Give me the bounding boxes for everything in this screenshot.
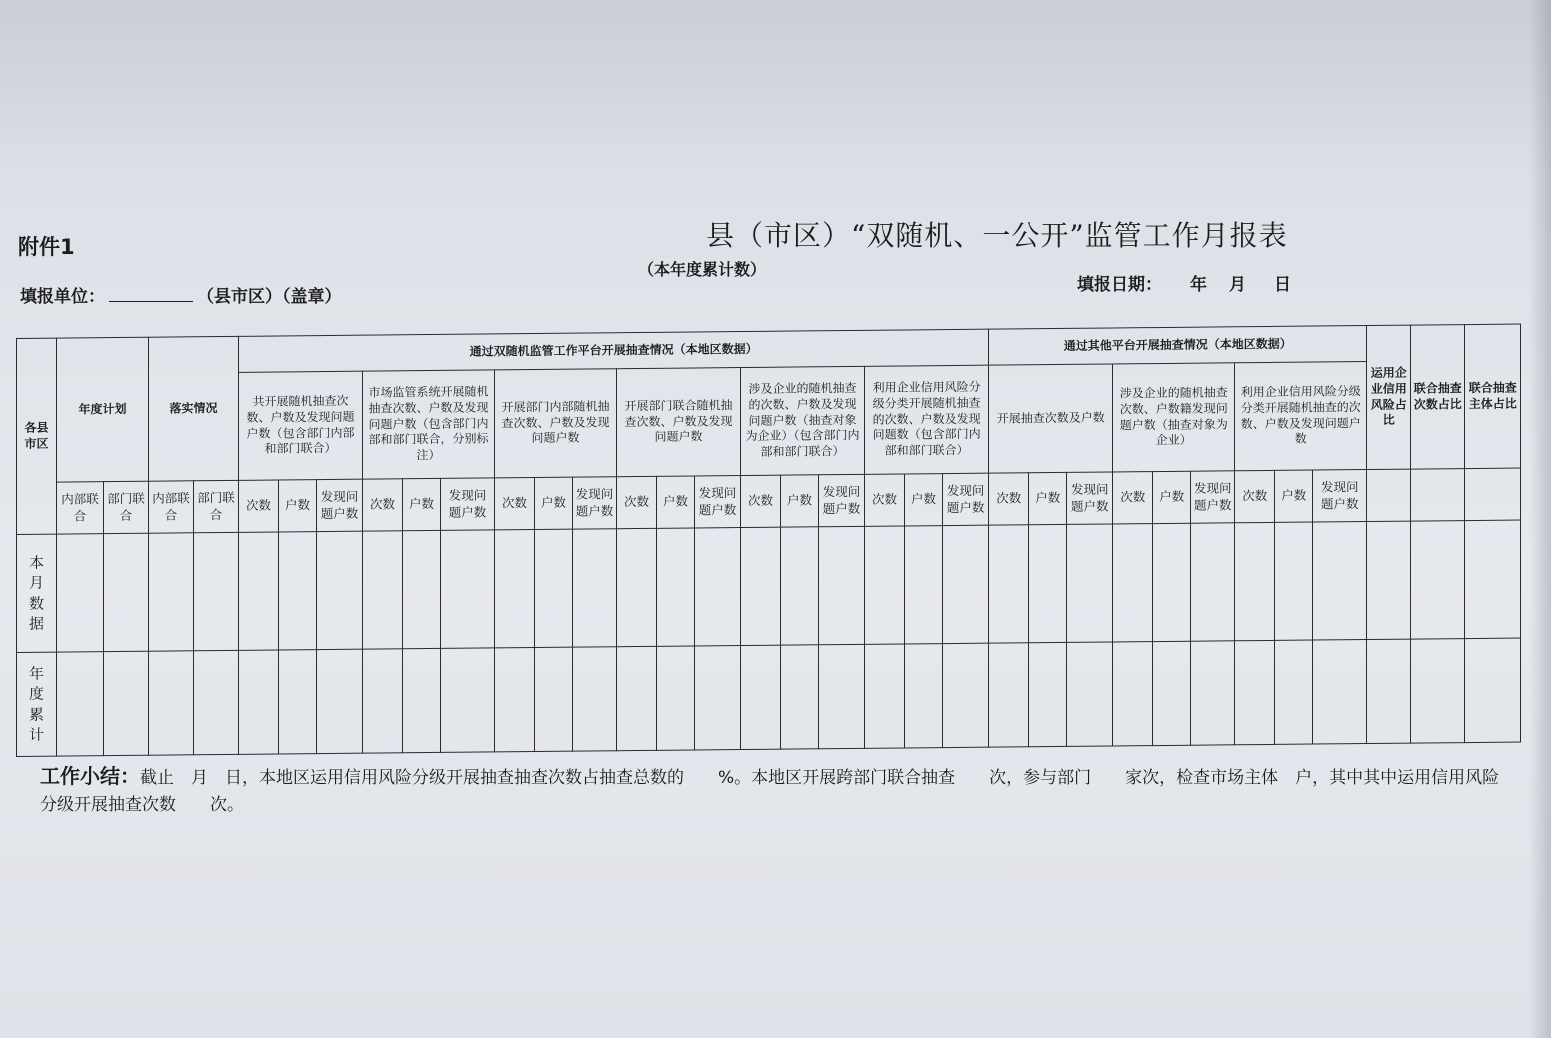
data-cell[interactable]	[1153, 641, 1191, 745]
data-cell[interactable]	[239, 532, 279, 650]
metric-households-header: 户数	[279, 480, 317, 532]
data-cell[interactable]	[1313, 522, 1367, 641]
table-row	[17, 638, 1521, 756]
plan-joint-header: 部门联合	[104, 481, 149, 533]
data-cell[interactable]	[441, 648, 495, 753]
data-cell[interactable]	[1235, 522, 1275, 640]
reporting-unit-blank	[109, 287, 193, 302]
row-label-month: 本月数据	[17, 534, 57, 652]
work-summary-text: 截止 月 日，本地区运用信用风险分级开展抽查抽查次数占抽查总数的 %。本地区开展跨部门联合抽查 次，参与部门 家次，检查市场主体 户，其中其中运用信用风险分级开展抽查次数 次。	[40, 768, 1500, 816]
data-cell[interactable]	[363, 649, 403, 753]
data-cell[interactable]	[239, 650, 279, 754]
metric-problem-header: 发现问题户数	[441, 478, 495, 531]
data-cell[interactable]	[441, 530, 495, 649]
platform-group-header: 通过双随机监管工作平台开展抽查情况（本地区数据）	[239, 329, 989, 372]
data-cell[interactable]	[819, 526, 865, 644]
data-cell[interactable]	[194, 650, 239, 754]
data-cell[interactable]	[1067, 524, 1113, 642]
data-cell[interactable]	[905, 526, 943, 644]
data-cell[interactable]	[989, 643, 1029, 747]
other-sub-header: 涉及企业的随机抽查次数、户数籍发现问题户数（抽查对象为企业）	[1113, 363, 1235, 472]
other-sub-header: 利用企业信用风险分级分类开展随机抽查的次数、户数及发现问题户数	[1235, 362, 1367, 471]
data-cell[interactable]	[1367, 521, 1411, 639]
data-cell[interactable]	[781, 527, 819, 645]
data-cell[interactable]	[317, 531, 363, 649]
implementation-header: 落实情况	[149, 336, 239, 481]
empty-cell	[1367, 469, 1411, 521]
data-cell[interactable]	[617, 646, 657, 750]
reporting-unit-label: 填报单位：	[20, 287, 105, 307]
data-cell[interactable]	[1029, 642, 1067, 746]
report-date-month: 月	[1229, 275, 1246, 295]
data-cell[interactable]	[695, 528, 741, 646]
data-cell[interactable]	[1411, 639, 1465, 744]
data-cell[interactable]	[1275, 522, 1313, 640]
data-cell[interactable]	[1029, 524, 1067, 642]
data-cell[interactable]	[989, 525, 1029, 643]
data-cell[interactable]	[617, 528, 657, 646]
metric-times-header: 次数	[239, 480, 279, 532]
data-cell[interactable]	[1235, 640, 1275, 744]
work-summary-label: 工作小结：	[40, 764, 140, 788]
report-date-year: 年	[1190, 275, 1207, 295]
data-cell[interactable]	[403, 530, 441, 648]
metric-problem-header: 发现问题户数	[819, 474, 865, 526]
credit-risk-ratio-header: 运用企业信用风险占比	[1367, 325, 1411, 469]
data-cell[interactable]	[865, 526, 905, 644]
metric-households-header: 户数	[657, 476, 695, 528]
data-cell[interactable]	[363, 531, 403, 649]
metric-problem-header: 发现问题户数	[943, 473, 989, 525]
data-cell[interactable]	[865, 644, 905, 748]
report-subtitle: （本年度累计数）	[638, 260, 767, 279]
platform-sub-header: 共开展随机抽查次数、户数及发现问题户数（包含部门内部和部门联合）	[239, 371, 363, 480]
metric-times-header: 次数	[363, 479, 403, 531]
data-cell[interactable]	[194, 532, 239, 650]
platform-sub-header: 市场监管系统开展随机抽查次数、户数及发现问题户数（包含部门内部和部门联合，分别标注）	[363, 370, 495, 479]
monthly-report-table	[16, 324, 1521, 757]
metric-households-header: 户数	[1029, 472, 1067, 524]
reporting-unit-suffix: （县市区）（盖章）	[197, 287, 342, 307]
data-cell[interactable]	[573, 647, 617, 751]
data-cell[interactable]	[495, 530, 535, 648]
empty-cell	[1465, 468, 1521, 521]
plan-internal-header: 内部联合	[57, 482, 104, 534]
metric-times-header: 次数	[741, 475, 781, 527]
metric-households-header: 户数	[1153, 471, 1191, 523]
metric-problem-header: 发现问题户数	[695, 476, 741, 528]
report-date-line	[1077, 270, 1291, 295]
sub-header-row	[17, 360, 1521, 482]
metric-times-header: 次数	[1235, 470, 1275, 522]
report-title: 县（市区）“双随机、一公开”监管工作月报表	[706, 219, 1288, 252]
data-cell[interactable]	[279, 532, 317, 650]
report-date-day: 日	[1274, 275, 1291, 295]
data-cell[interactable]	[1191, 523, 1235, 641]
metric-times-header: 次数	[617, 476, 657, 528]
joint-subject-ratio-header: 联合抽查主体占比	[1465, 324, 1521, 469]
data-cell[interactable]	[1113, 642, 1153, 746]
empty-cell	[1411, 469, 1465, 522]
data-cell[interactable]	[104, 533, 149, 651]
joint-times-ratio-header: 联合抽查次数占比	[1411, 325, 1465, 470]
data-cell[interactable]	[57, 534, 104, 652]
data-cell[interactable]	[57, 652, 104, 756]
data-cell[interactable]	[657, 646, 695, 750]
data-cell[interactable]	[1411, 521, 1465, 640]
data-cell[interactable]	[1313, 640, 1367, 745]
metric-problem-header: 发现问题户数	[1191, 471, 1235, 523]
annual-plan-header: 年度计划	[57, 337, 149, 482]
impl-joint-header: 部门联合	[194, 480, 239, 532]
platform-sub-header: 开展部门联合随机抽查次数、户数及发现问题户数	[617, 368, 741, 477]
other-sub-header: 开展抽查次数及户数	[989, 364, 1113, 473]
metric-problem-header: 发现问题户数	[317, 479, 363, 531]
impl-internal-header: 内部联合	[149, 481, 194, 533]
data-cell[interactable]	[695, 646, 741, 750]
data-cell[interactable]	[495, 648, 535, 752]
data-cell[interactable]	[279, 650, 317, 754]
metric-households-header: 户数	[905, 474, 943, 526]
data-cell[interactable]	[943, 525, 989, 643]
metric-times-header: 次数	[495, 478, 535, 530]
metric-households-header: 户数	[1275, 470, 1313, 522]
data-cell[interactable]	[819, 644, 865, 748]
table-row	[17, 520, 1521, 652]
data-cell[interactable]	[741, 527, 781, 645]
page-edge-shadow	[1529, 0, 1551, 1038]
data-cell[interactable]	[943, 643, 989, 747]
region-column-header: 各县市区	[17, 338, 57, 534]
metric-problem-header: 发现问题户数	[1067, 472, 1113, 524]
data-cell[interactable]	[741, 645, 781, 749]
metric-households-header: 户数	[535, 477, 573, 529]
platform-sub-header: 开展部门内部随机抽查次数、户数及发现问题户数	[495, 369, 617, 478]
data-cell[interactable]	[149, 651, 194, 755]
data-cell[interactable]	[905, 644, 943, 748]
reporting-unit-line	[20, 282, 342, 307]
metric-times-header: 次数	[1113, 472, 1153, 524]
metric-times-header: 次数	[865, 474, 905, 526]
data-cell[interactable]	[403, 648, 441, 752]
data-cell[interactable]	[535, 529, 573, 647]
data-cell[interactable]	[149, 533, 194, 651]
metric-problem-header: 发现问题户数	[573, 477, 617, 529]
work-summary	[40, 760, 1500, 819]
data-cell[interactable]	[573, 529, 617, 647]
metric-households-header: 户数	[781, 475, 819, 527]
metric-households-header: 户数	[403, 478, 441, 530]
metric-times-header: 次数	[989, 473, 1029, 525]
metric-problem-header: 发现问题户数	[1313, 470, 1367, 523]
data-cell[interactable]	[781, 645, 819, 749]
data-cell[interactable]	[1153, 523, 1191, 641]
report-date-label: 填报日期：	[1077, 275, 1162, 295]
data-cell[interactable]	[1367, 639, 1411, 743]
platform-sub-header: 涉及企业的随机抽查的次数、户数及发现问题户数（抽查对象为企业）（包含部门内部和部门联合）	[741, 366, 865, 475]
data-cell[interactable]	[1465, 638, 1521, 743]
row-label-year: 年度累计	[17, 652, 57, 756]
data-cell[interactable]	[1191, 641, 1235, 745]
data-cell[interactable]	[1067, 642, 1113, 746]
data-cell[interactable]	[535, 647, 573, 751]
data-cell[interactable]	[104, 651, 149, 755]
attachment-label: 附件1	[18, 235, 75, 259]
data-cell[interactable]	[1465, 520, 1521, 639]
data-cell[interactable]	[657, 528, 695, 646]
other-platform-group-header: 通过其他平台开展抽查情况（本地区数据）	[989, 326, 1367, 366]
data-cell[interactable]	[317, 649, 363, 753]
data-cell[interactable]	[1113, 524, 1153, 642]
platform-sub-header: 利用企业信用风险分级分类开展随机抽查的次数、户数及发现问题数（包含部门内部和部门联合）	[865, 365, 989, 474]
data-cell[interactable]	[1275, 640, 1313, 744]
